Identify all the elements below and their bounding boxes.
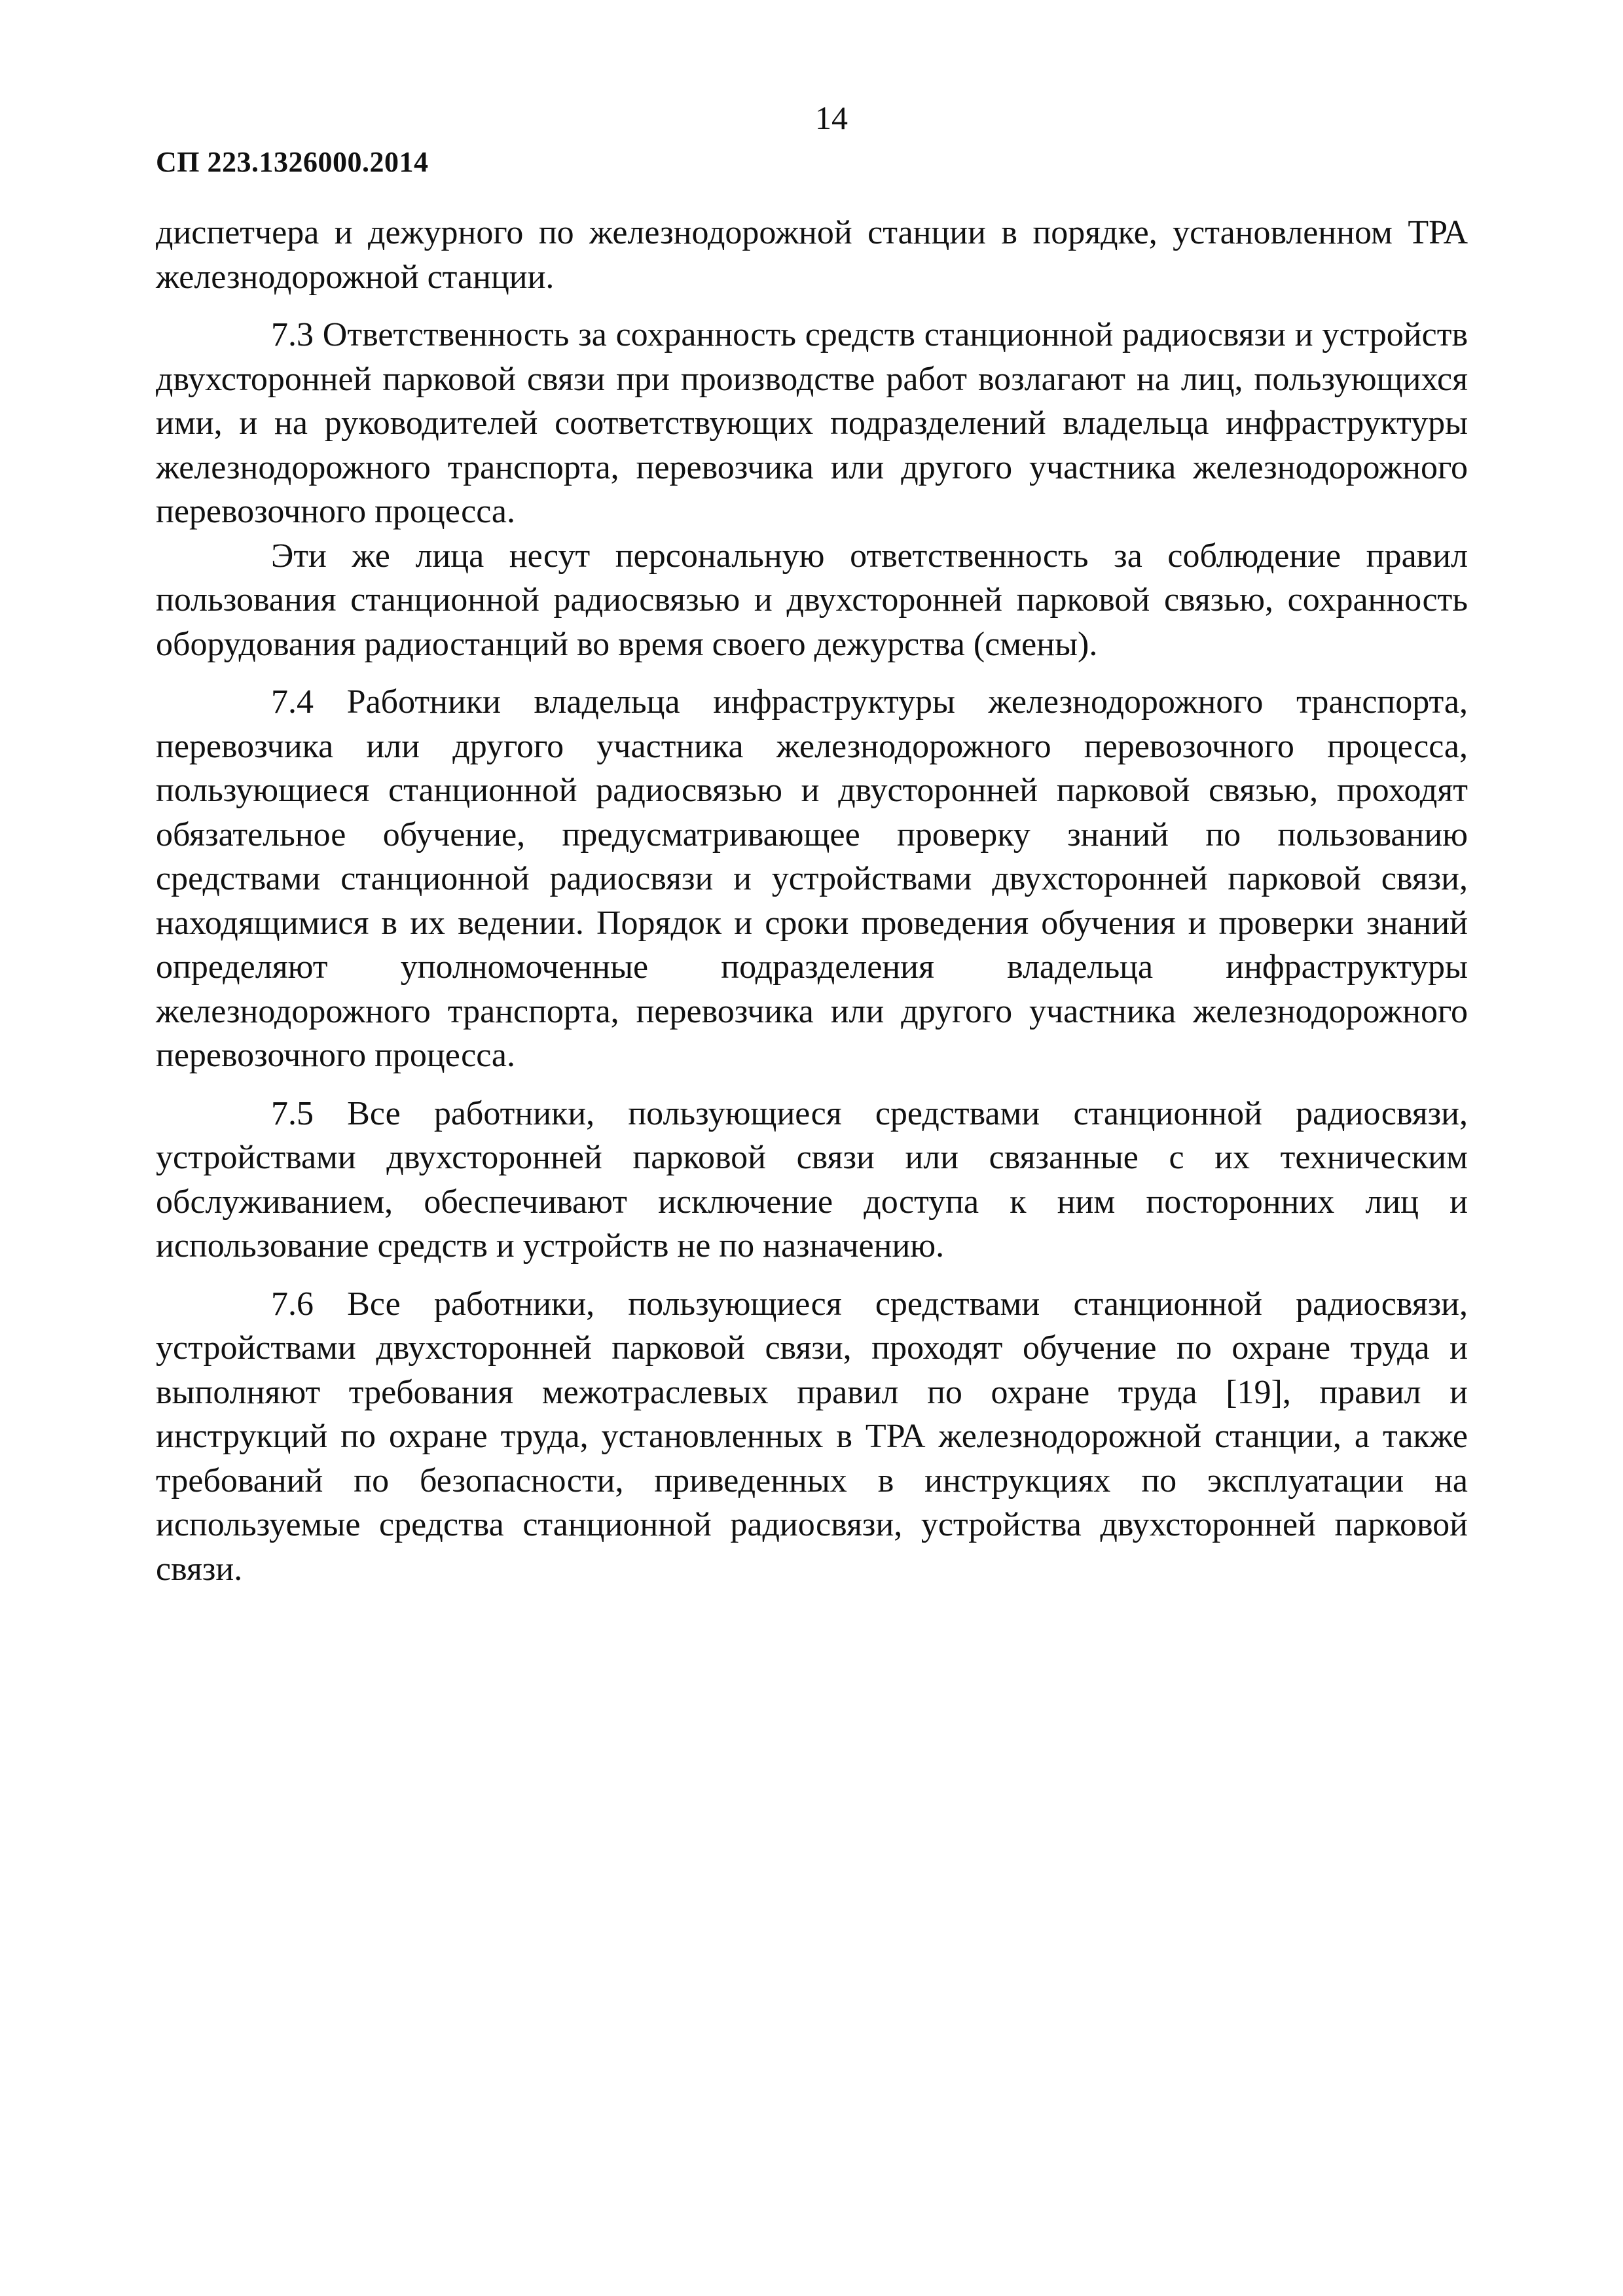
document-code: СП 223.1326000.2014 [156, 146, 429, 178]
page-number: 14 [815, 99, 848, 136]
paragraph-continuation: диспетчера и дежурного по железнодорожной станции в порядке, установленном ТРА железнодорожной станции. [156, 214, 1468, 296]
paragraph-7-5: 7.5 Все работники, пользующиеся средствами станционной радиосвязи, устройствами двухсторонней парковой связи или связанные с их техническим обслуживанием, обеспечивают исключение доступа к ним посторонних лиц и использование средств и устройств не по назначению. [156, 1094, 1468, 1265]
paragraph-7-3: 7.3 Ответственность за сохранность средств станционной радиосвязи и устройств двухсторонней парковой связи при производстве работ возлагают на лиц, пользующихся ими, и на руководителей соответствующих подразделений владельца инфраструктуры железнодорожного транспорта, перевозчика или другого участника железнодорожного перевозочного процесса. [156, 316, 1468, 530]
paragraph-7-6: 7.6 Все работники, пользующиеся средствами станционной радиосвязи, устройствами двухсторонней парковой связи, проходят обучение по охране труда и выполняют требования межотраслевых правил по охране труда [19], правил и инструкций по охране труда, установленных в ТРА железнодорожной станции, а также требований по безопасности, приведенных в инструкциях по эксплуатации на используемые средства станционной радиосвязи, устройства двухсторонней парковой связи. [156, 1285, 1468, 1588]
paragraph-7-4: 7.4 Работники владельца инфраструктуры железнодорожного транспорта, перевозчика или другого участника железнодорожного перевозочного процесса, пользующиеся станционной радиосвязью и двусторонней парковой связью, проходят обязательное обучение, предусматривающее проверку знаний по пользованию средствами станционной радиосвязи и устройствами двухсторонней парковой связи, находящимися в их ведении. Порядок и сроки проведения обучения и проверки знаний определяют уполномоченные подразделения владельца инфраструктуры железнодорожного транспорта, перевозчика или другого участника железнодорожного перевозочного процесса. [156, 683, 1468, 1074]
paragraph-7-3-responsibility: Эти же лица несут персональную ответственность за соблюдение правил пользования станционной радиосвязью и двухсторонней парковой связью, сохранность оборудования радиостанций во время своего дежурства (смены). [156, 537, 1468, 663]
document-body [156, 211, 1468, 1591]
